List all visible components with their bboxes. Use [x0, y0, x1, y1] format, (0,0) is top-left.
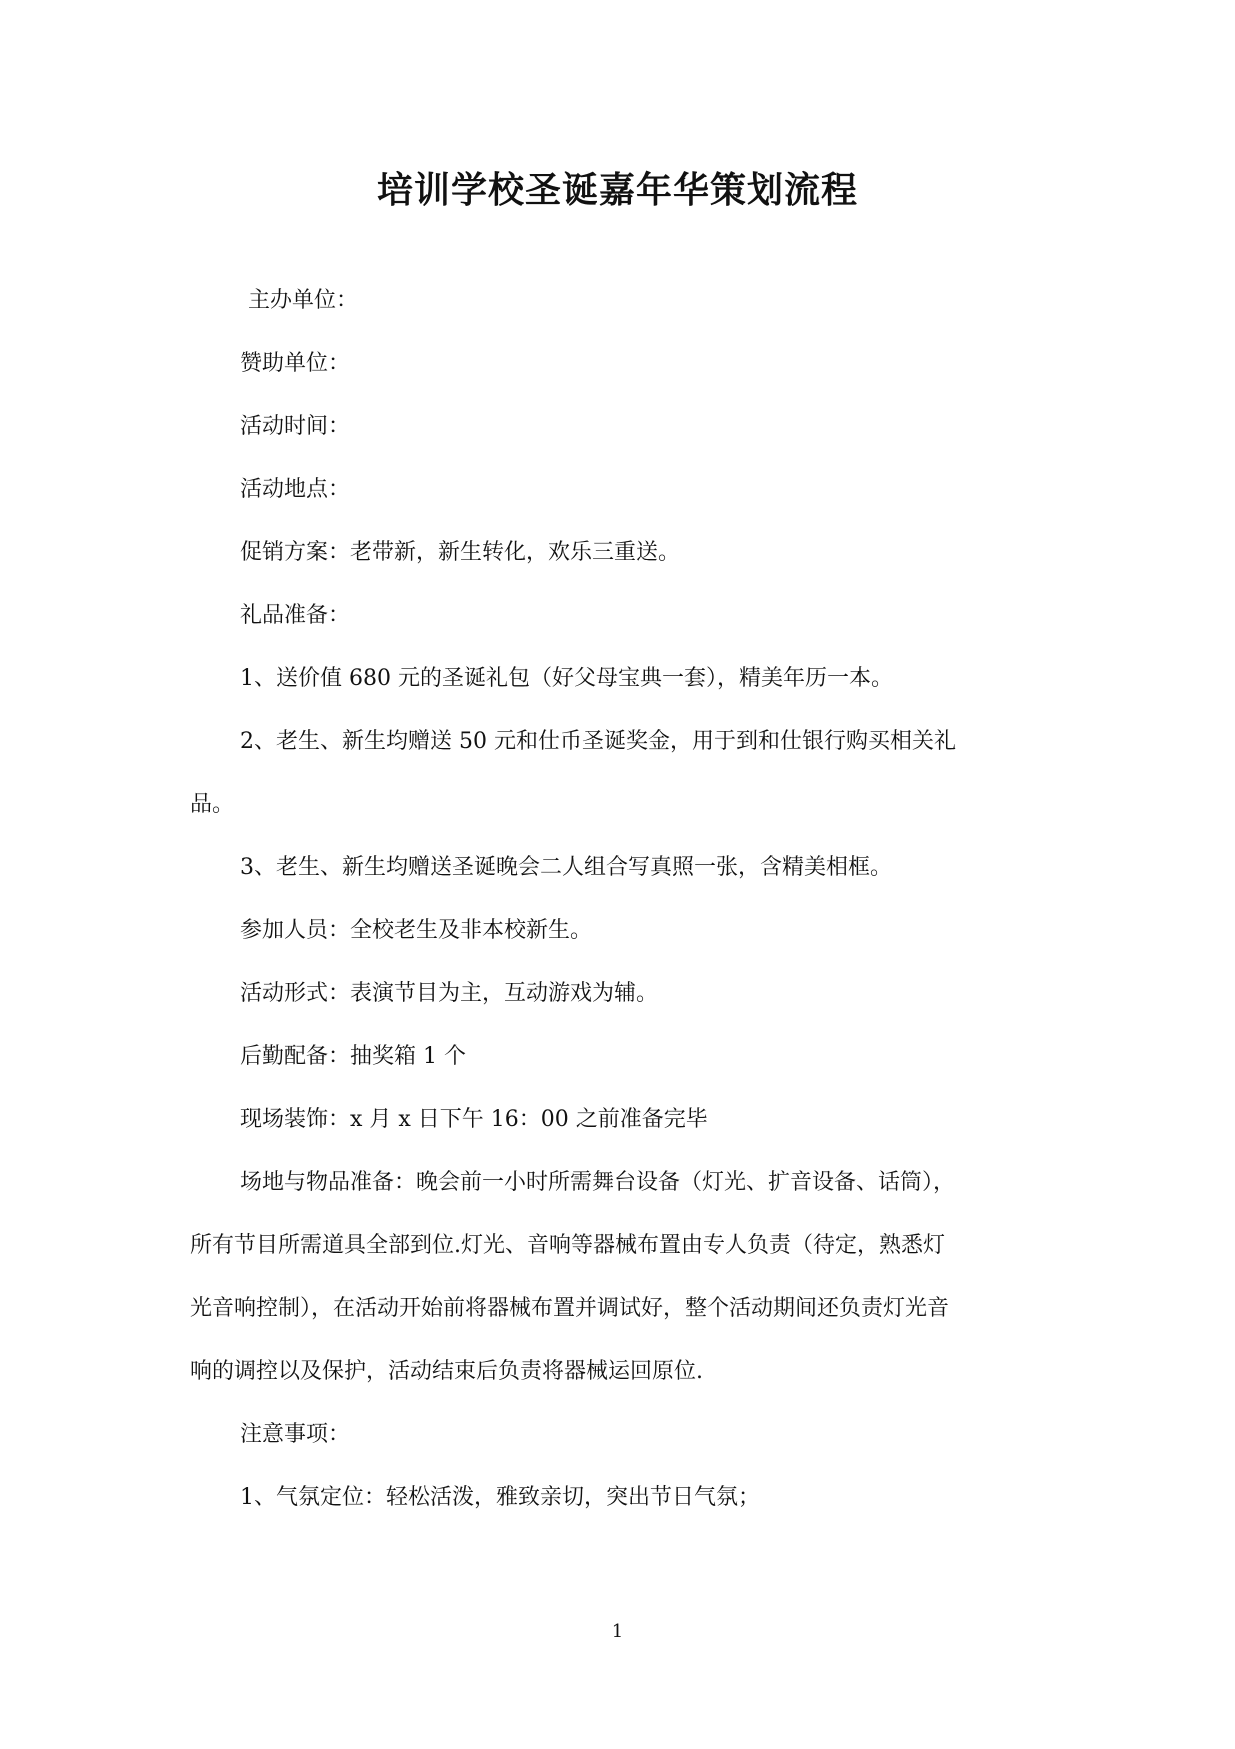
notes-heading: 注意事项： [240, 1422, 351, 1447]
gift-preparation-line: 礼品准备： [240, 603, 351, 628]
event-time-line: 活动时间： [240, 414, 351, 439]
promotion-plan-line: 促销方案：老带新，新生转化，欢乐三重送。 [240, 540, 681, 565]
gift-item-2: 2、老生、新生均赠送 50 元和仕币圣诞奖金，用于到和仕银行购买相关礼 [240, 729, 956, 754]
venue-preparation-line: 场地与物品准备：晚会前一小时所需舞台设备（灯光、扩音设备、话筒）， [240, 1170, 956, 1195]
page-number: 1 [611, 1621, 624, 1642]
venue-preparation-line-2: 所有节目所需道具全部到位.灯光、音响等器械布置由专人负责（待定，熟悉灯 [190, 1233, 945, 1258]
venue-preparation-line-4: 响的调控以及保护，活动结束后负责将器械运回原位. [190, 1359, 703, 1384]
gift-item-2-continued: 品。 [190, 792, 235, 817]
participants-line: 参加人员：全校老生及非本校新生。 [240, 918, 593, 943]
organizer-line: 主办单位： [248, 288, 359, 313]
document-title: 培训学校圣诞嘉年华策划流程 [376, 169, 858, 211]
sponsor-line: 赞助单位： [240, 351, 351, 376]
event-format-line: 活动形式：表演节目为主，互动游戏为辅。 [240, 981, 659, 1006]
event-location-line: 活动地点： [240, 477, 351, 502]
gift-item-1: 1、送价值 680 元的圣诞礼包（好父母宝典一套），精美年历一本。 [240, 666, 893, 691]
venue-preparation-line-3: 光音响控制），在活动开始前将器械布置并调试好，整个活动期间还负责灯光音 [190, 1296, 950, 1321]
note-item-1: 1、气氛定位：轻松活泼，雅致亲切，突出节日气氛； [240, 1485, 760, 1510]
decoration-line: 现场装饰：x 月 x 日下午 16：00 之前准备完毕 [240, 1107, 708, 1132]
gift-item-3: 3、老生、新生均赠送圣诞晚会二人组合写真照一张，含精美相框。 [240, 855, 892, 880]
logistics-line: 后勤配备：抽奖箱 1 个 [240, 1044, 466, 1069]
